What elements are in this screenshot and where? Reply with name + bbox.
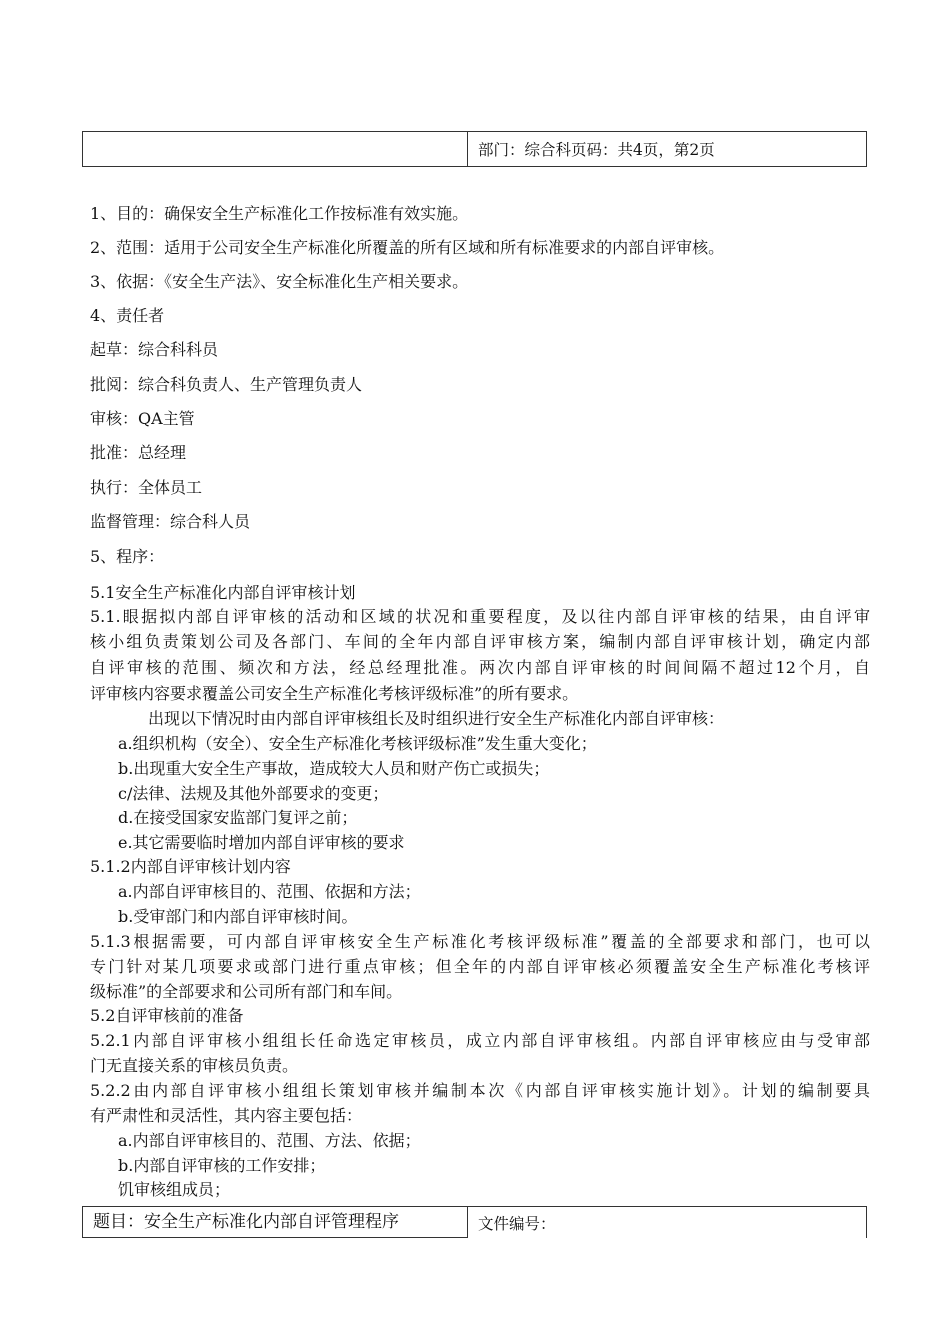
section-5-1-para-line: 核小组负责策划公司及各部门、车间的全年内部自评审核方案，编制内部自评审核计划，确定内部 xyxy=(90,632,870,651)
condition-item: c/法律、法规及其他外部要求的变更； xyxy=(118,784,389,803)
section-5-2-2-para-line: 有严肃性和灵活性，其内容主要包括： xyxy=(90,1106,363,1125)
header-page-info: 部门：综合科页码：共4页，第2页 xyxy=(478,141,715,159)
footer-table xyxy=(82,1206,867,1238)
section-5-1-para-line: 5.1.眼据拟内部自评审核的活动和区域的状况和重要程度，及以往内部自评审核的结果，由自评审 xyxy=(90,607,870,626)
section-5-2-1-para-line: 门无直接关系的审核员负责。 xyxy=(90,1056,299,1075)
implementation-item: b.内部自评审核的工作安排； xyxy=(118,1156,326,1175)
supervisor-line: 监督管理：综合科人员 xyxy=(90,512,251,531)
condition-item: a.组织机构（安全）、安全生产标准化考核评级标准”发生重大变化； xyxy=(118,734,597,753)
drafter-line: 起草：综合科科员 xyxy=(90,340,219,359)
condition-item: d.在接受国家安监部门复评之前； xyxy=(118,808,358,827)
section-5-1-3-para-line: 级标准”的全部要求和公司所有部门和车间。 xyxy=(90,982,403,1001)
section-5-1-para-line: 评审核内容要求覆盖公司安全生产标准化考核评级标准”的所有要求。 xyxy=(90,684,579,703)
header-left-cell xyxy=(83,132,468,166)
implementation-item: a.内部自评审核目的、范围、方法、依据； xyxy=(118,1131,421,1150)
plan-content-item: b.受审部门和内部自评审核时间。 xyxy=(118,907,358,926)
procedure-heading: 5、程序： xyxy=(90,547,165,566)
document-number-label: 文件编号： xyxy=(478,1215,556,1233)
condition-item: e.其它需要临时增加内部自评审核的要求 xyxy=(118,833,405,852)
section-5-2-title: 5.2自评审核前的准备 xyxy=(90,1006,244,1025)
implementation-item: 饥审核组成员； xyxy=(118,1180,231,1199)
basis-line: 3、依据：《安全生产法》、安全标准化生产相关要求。 xyxy=(90,272,469,291)
section-5-2-2-para-line: 5.2.2由内部自评审核小组组长策划审核并编制本次《内部自评审核实施计划》。计划的编制要具 xyxy=(90,1081,870,1100)
auditor-line: 审核：QA主管 xyxy=(90,409,195,428)
section-5-1-2-title: 5.1.2内部自评审核计划内容 xyxy=(90,857,291,876)
responsibility-heading: 4、责任者 xyxy=(90,306,165,325)
section-5-1-para-line: 自评审核的范围、频次和方法，经总经理批准。两次内部自评审核的时间间隔不超过12个月，自 xyxy=(90,658,870,677)
plan-content-item: a.内部自评审核目的、范围、依据和方法； xyxy=(118,882,421,901)
conditions-intro: 出现以下情况时由内部自评审核组长及时组织进行安全生产标准化内部自评审核： xyxy=(148,709,725,728)
document-title: 题目：安全生产标准化内部自评管理程序 xyxy=(83,1207,468,1238)
section-5-1-3-para-line: 专门针对某几项要求或部门进行重点审核；但全年的内部自评审核必须覆盖安全生产标准化考核评 xyxy=(90,957,870,976)
purpose-line: 1、目的：确保安全生产标准化工作按标准有效实施。 xyxy=(90,204,469,223)
condition-item: b.出现重大安全生产事故，造成较大人员和财产伤亡或损失； xyxy=(118,759,550,778)
executor-line: 执行：全体员工 xyxy=(90,478,203,497)
reviewer-line: 批阅：综合科负责人、生产管理负责人 xyxy=(90,375,363,394)
section-5-1-3-para-line: 5.1.3根据需要，可内部自评审核安全生产标准化考核评级标准”覆盖的全部要求和部门，也可以 xyxy=(90,932,870,951)
scope-line: 2、范围：适用于公司安全生产标准化所覆盖的所有区域和所有标准要求的内部自评审核。 xyxy=(90,238,725,257)
section-5-2-1-para-line: 5.2.1内部自评审核小组组长任命选定审核员，成立内部自评审核组。内部自评审核应由与受审部 xyxy=(90,1031,870,1050)
section-5-1-title: 5.1安全生产标准化内部自评审核计划 xyxy=(90,583,356,602)
header-table xyxy=(82,131,867,167)
approver-line: 批准：总经理 xyxy=(90,443,187,462)
